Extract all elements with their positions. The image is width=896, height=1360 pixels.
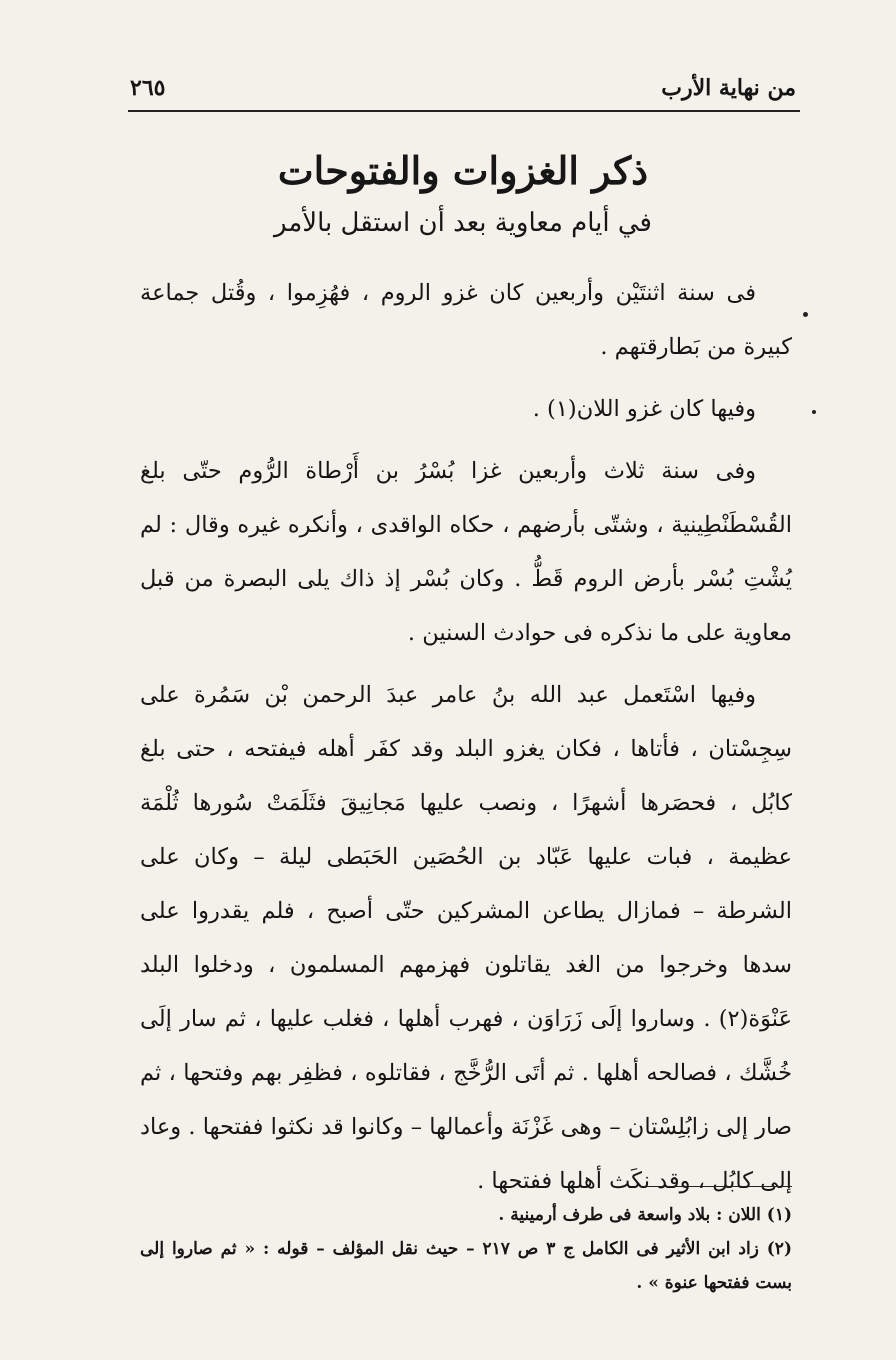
footnotes [140,1198,792,1300]
footnote-rule [640,1186,792,1187]
running-title: من نهاية الأرب [661,75,796,101]
footnote: (٢) زاد ابن الأثير فى الكامل ج ٣ ص ٢١٧ – حيث نقل المؤلف – قوله : « ثم صاروا إلى بست ففتحها عنوة » . [140,1239,792,1293]
header-rule [128,110,800,112]
ink-speck [812,410,816,414]
paragraph: وفيها اسْتَعمل عبد الله بنُ عامر عبدَ الرحمن بْن سَمُرة على سِجِسْتان ، فأتاها ، فكان يغزو البلد وقد كفَر أهله فيفتحه ، حتى بلغ كابُل ، فحصَرها أشهرًا ، ونصب عليها مَجانِيقَ فثَلَمَتْ سُورها ثُلْمَة عظيمة ، فبات عليها عَبّاد بن الحُصَين الحَبَطى ليلة – وكان على الشرطة – فمازال يطاعن المشركين حتّى أصبح ، فلم يقدروا على سدها وخرجوا من الغد يقاتلون فهزمهم المسلمون ، ودخلوا البلد عَنْوَة(٢) . وساروا إلَى زَرَاوَن ، فهرب أهلها ، فغلب عليها ، ثم سار إلَى خُشَّك ، فصالحه أهلها . ثم أتَى الرُّخَّج ، فقاتلوه ، فظفِر بهم وفتحها ، ثم صار إلى زابُلِسْتان – وهى غَزْنَة وأعمالها – وكانوا قد نكثوا ففتحها . وعاد إلى كابُل ، وقد نكَث أهلها ففتحها . [140,682,792,1194]
footnote: (١) اللان : بلاد واسعة فى طرف أرمينية . [498,1205,792,1225]
main-text [140,266,792,1216]
chapter-subtitle: في أيام معاوية بعد أن استقل بالأمر [274,208,652,238]
chapter-title: ذكر الغزوات والفتوحات [277,148,649,193]
page-number: ٢٦٥ [130,75,166,101]
paragraph: وفى سنة ثلاث وأربعين غزا بُسْرُ بن أَرْطاة الرُّوم حتّى بلغ القُسْطَنْطِينية ، وشتّى بأرضهم ، حكاه الواقدى ، وأنكره غيره وقال : لم يُشْتِ بُسْر بأرض الروم قَطُّ . وكان بُسْر إذ ذاك يلى البصرة من قبل معاوية على ما نذكره فى حوادث السنين . [140,458,792,646]
paragraph: وفيها كان غزو اللان(١) . [532,396,756,422]
ink-speck [803,312,808,317]
page-header [130,70,796,106]
paragraph: فى سنة اثنتَيْن وأربعين كان غزو الروم ، فهُزِموا ، وقُتل جماعة كبيرة من بَطارقتهم . [140,280,792,360]
